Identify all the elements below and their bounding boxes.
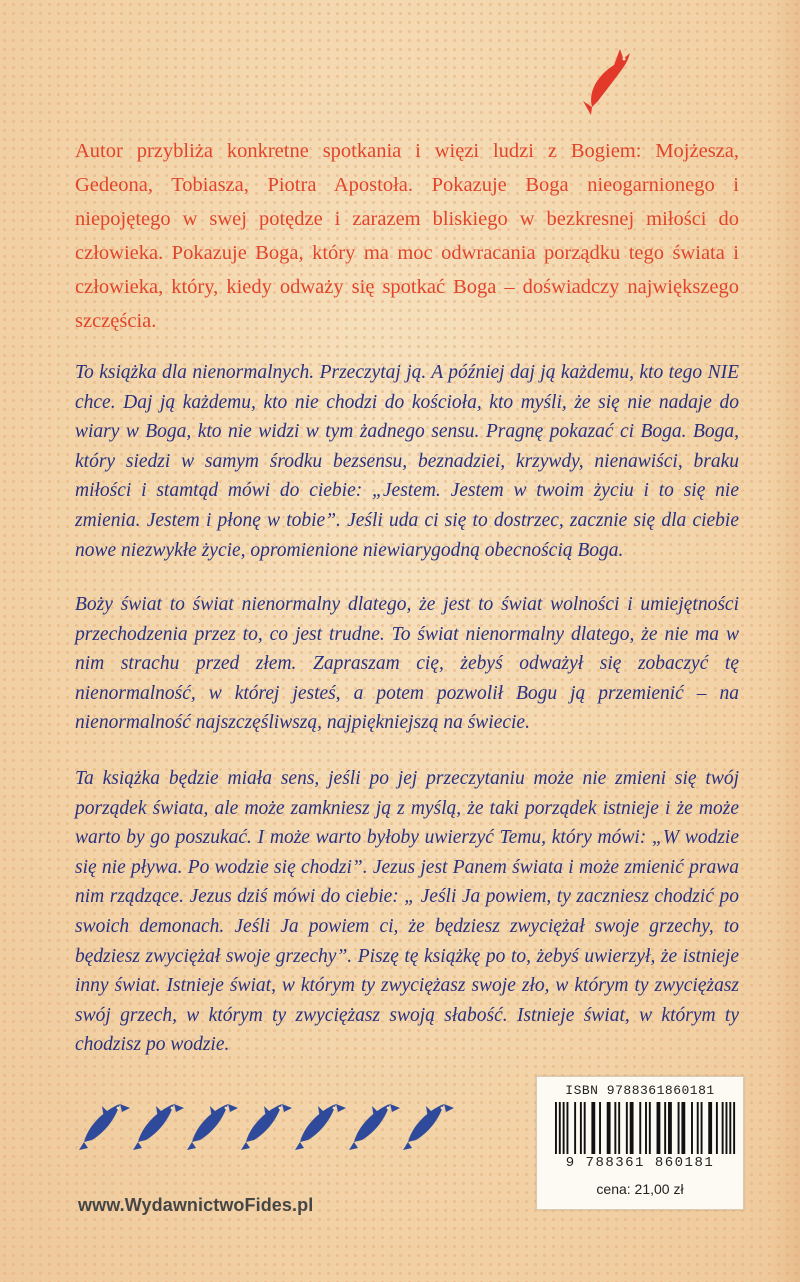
- body-paragraph-3: Boży świat to świat nienormalny dlatego, że jest to świat wolności i umiejętności przechodzenia przez to, co jest trudne. To świat nienormalny dlatego, że nie ma w nim strachu przed złem. Zapraszam cię, żebyś odważył się zobaczyć tę nienormalność, w której jesteś, a potem pozwolił Bogu ją przemienić – na nienormalność najszczęśliwszą, najpiękniejszą na świecie.: [75, 594, 739, 734]
- price-text: cena: 21,00 zł: [596, 1181, 684, 1197]
- body-paragraph-4: Ta książka będzie miała sens, jeśli po jej przeczytaniu może nie zmieni się twój porządek świata, ale może zamkniesz ją z myślą, że taki porządek istnieje i że może warto by go poszukać. I może warto byłoby uwierzyć Temu, który mówi: „W wodzie się nie pływa. Po wodzie się chodzi”. Jezus jest Panem świata i może zmienić prawa nim rządzące. Jezus dziś mówi do ciebie: „ Jeśli Ja powiem, ty zaczniesz chodzić po swoich demonach. Jeśli Ja powiem ci, że będziesz zwyciężał swoje grzechy, to będziesz zwyciężał swoje grzechy”. Piszę tę książkę po to, żebyś uwierzył, że istnieje inny świat. Istnieje świat, w którym ty zwyciężasz swoje zło, w którym ty zwyciężasz swój grzech, w którym ty zwyciężasz swoją słabość. Istnieje świat, w którym ty chodzisz po wodzie.: [75, 768, 739, 1056]
- blue-fish-icon: [294, 1090, 350, 1152]
- blue-fish-icon: [402, 1090, 458, 1152]
- blue-fish-icon: [240, 1090, 296, 1152]
- isbn-text: ISBN 9788361860181: [565, 1083, 715, 1098]
- blue-fish-row: [78, 1090, 478, 1156]
- spine-shading: [770, 0, 800, 1282]
- barcode-digits: 9 788361 860181: [565, 1155, 715, 1171]
- blue-fish-icon: [348, 1090, 404, 1152]
- blue-fish-icon: [186, 1090, 242, 1152]
- blue-fish-icon: [78, 1090, 134, 1152]
- intro-paragraph: Autor przybliża konkretne spotkania i więzi ludzi z Bogiem: Mojżesza, Gedeona, Tobiasza, Piotra Apostoła. Pokazuje Boga nieogarnionego i niepojętego w swej potędze i zarazem bliskiego w bezkresnej miłości do człowieka. Pokazuje Boga, który ma moc odwracania porządku tego świata i człowieka, który, kiedy odważy się spotkać Boga – doświadczy największego szczęścia.: [75, 140, 739, 332]
- blue-fish-icon: [132, 1090, 188, 1152]
- publisher-website: www.WydawnictwoFides.pl: [78, 1195, 314, 1215]
- barcode-image: [555, 1102, 737, 1154]
- body-paragraph-2: To książka dla nienormalnych. Przeczytaj ją. A później daj ją każdemu, kto tego NIE chce. Daj ją każdemu, kto nie chodzi do kościoła, kto myśli, że się nie nadaje do wiary w Boga, kto nie widzi w tym żadnego sensu. Pragnę pokazać ci Boga. Boga, który siedzi w samym środku bezsensu, beznadziei, krzywdy, nienawiści, braku miłości i stamtąd mówi do ciebie: „Jestem. Jestem w twoim życiu i to się nie zmienia. Jestem i płonę w tobie”. Jeśli uda ci się to dostrzec, zacznie się dla ciebie nowe niezwykłe życie, opromienione niewiarygodną obecnością Boga.: [75, 362, 739, 561]
- barcode-label: [536, 1076, 744, 1210]
- red-fish-icon: [578, 45, 638, 115]
